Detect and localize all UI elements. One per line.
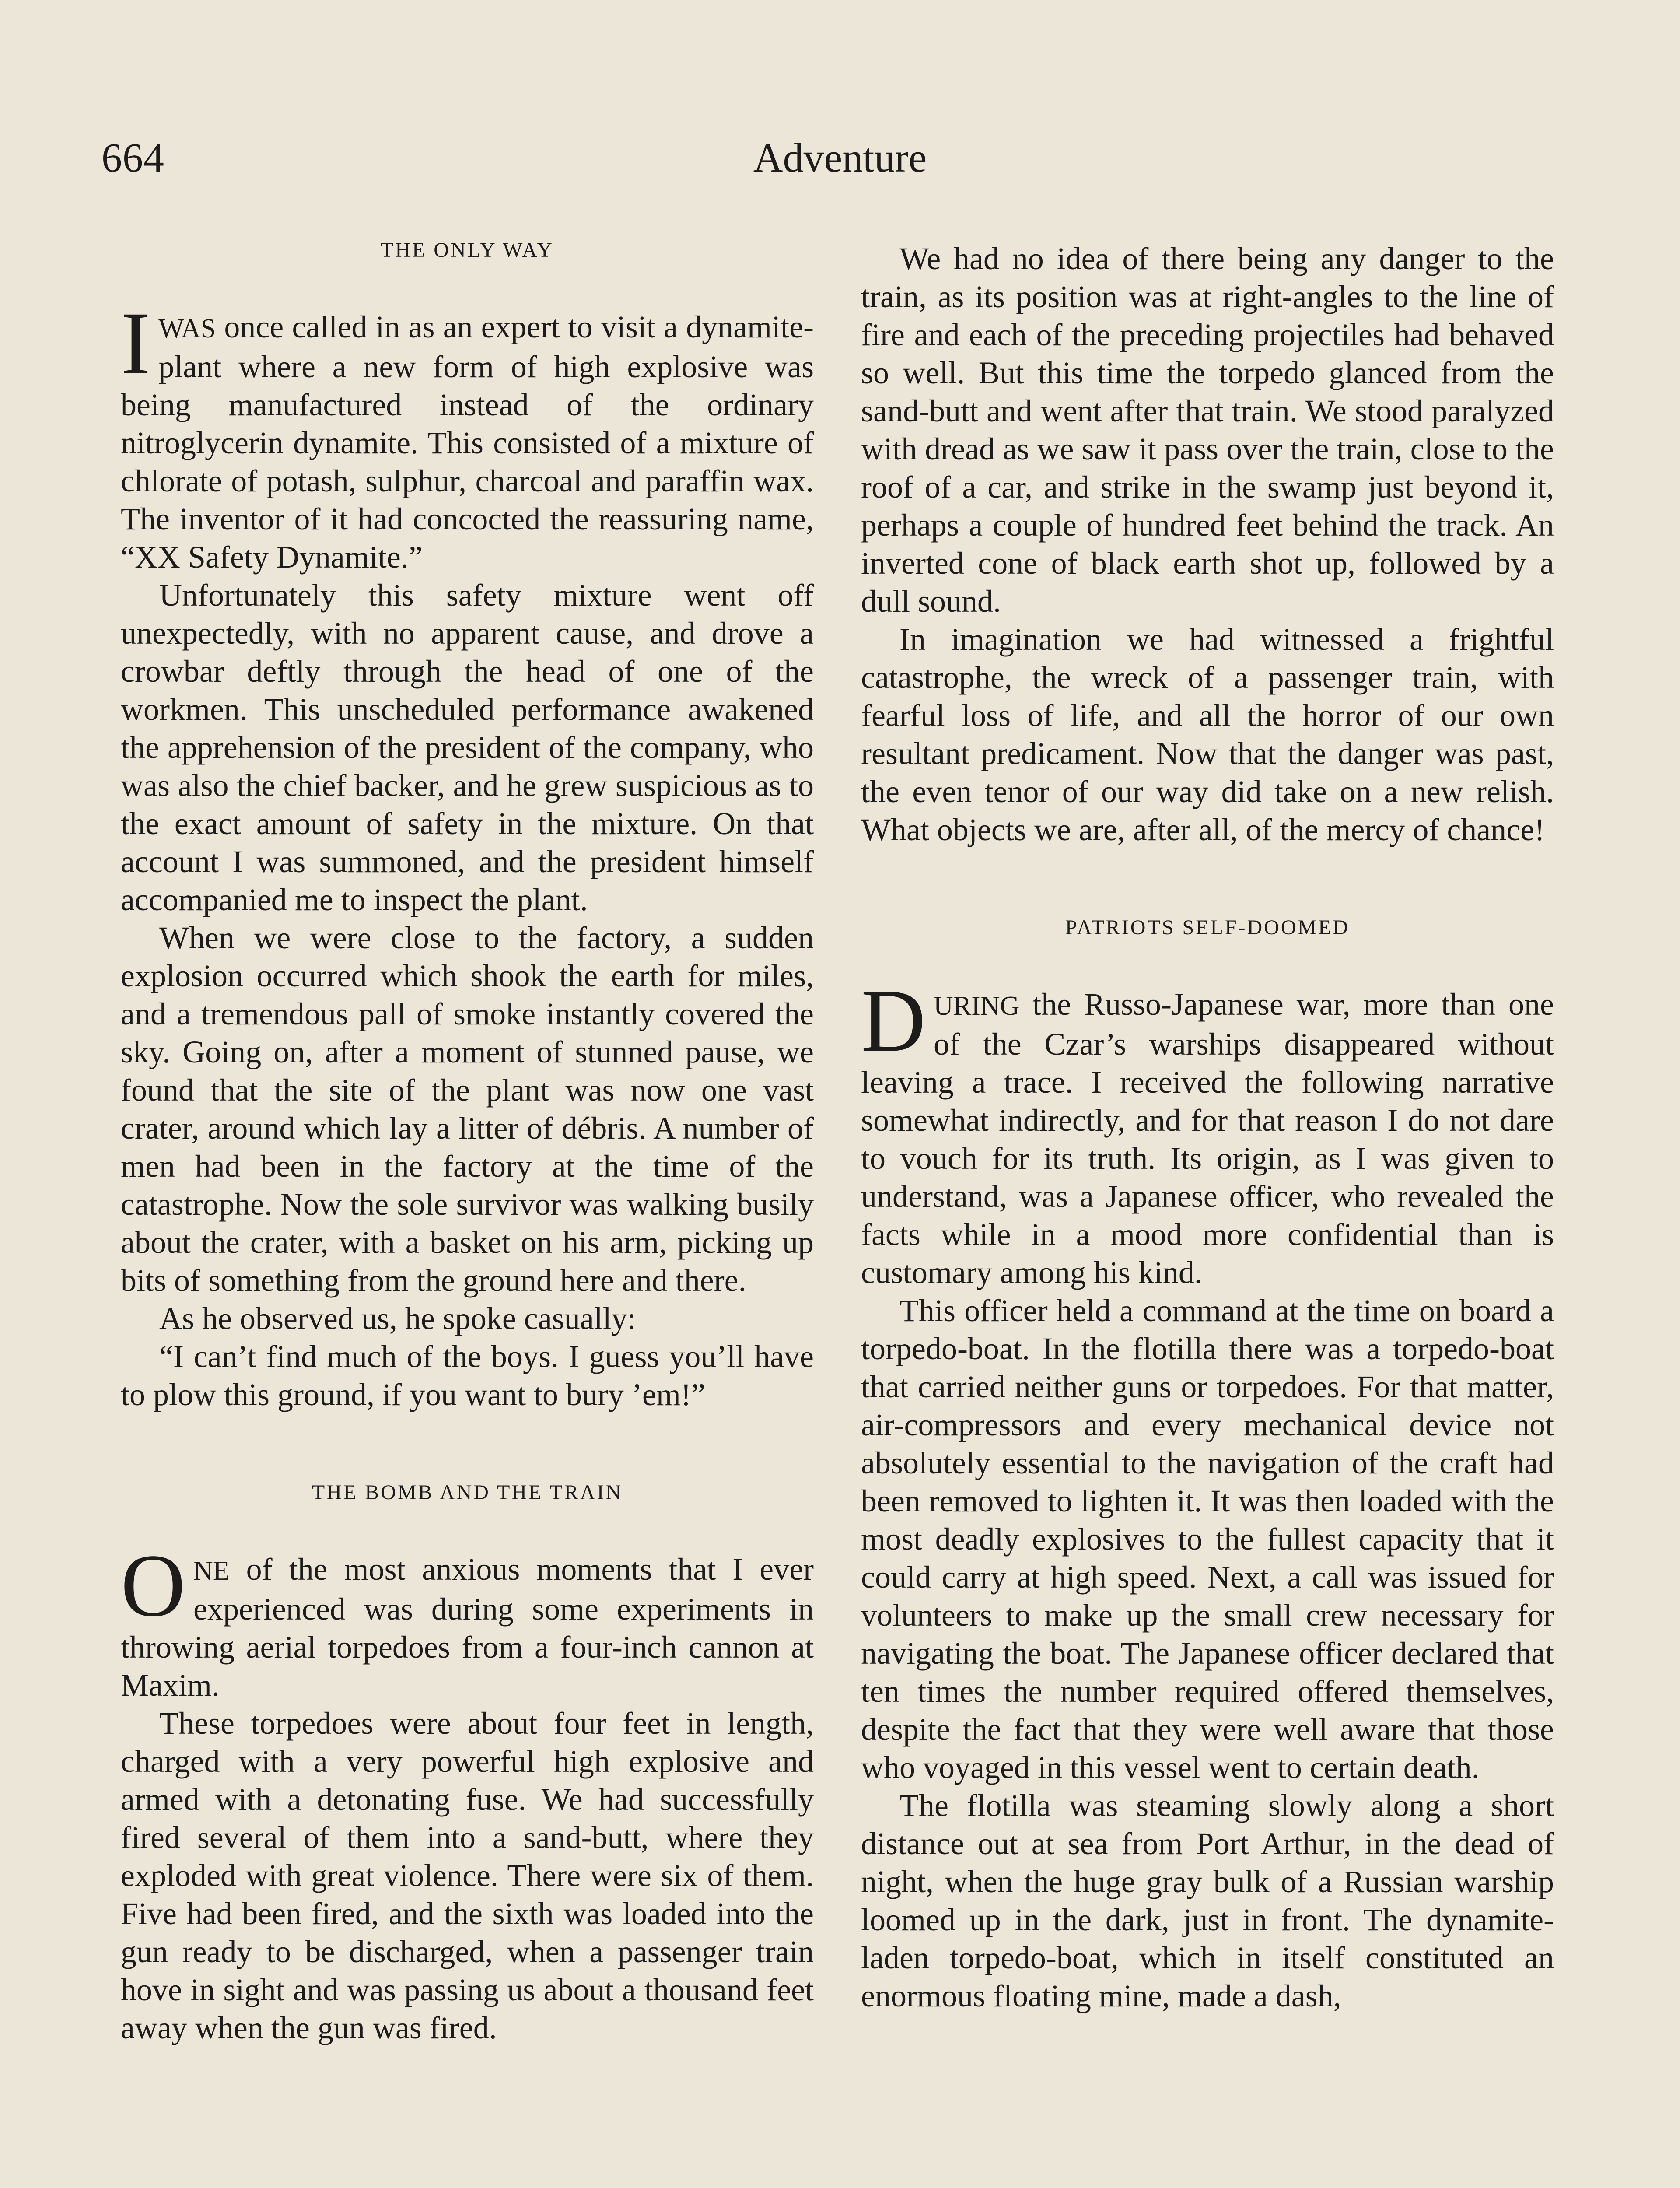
paragraph: This officer held a command at the time on board a torpedo-boat. In the flotilla there was a torpedo-boat that carried neither guns or torpedoes. For that matter, air-compressors and every mechanical device not absolutely essential to the navigation of the craft had been removed to lighten it. It was then loaded with the most deadly explosives to the fullest capacity that it could carry at high speed. Next, a call was issued for volunteers to make up the small crew necessary for navigating the boat. The Japanese officer declared that ten times the number required offered themselves, despite the fact that they were well aware that those who voyaged in this vessel went to certain death. <box>861 1293 1554 1785</box>
paragraph: We had no idea of there being any danger to the train, as its position was at right-angles to the line of fire and each of the preceding projectiles had behaved so well. But this time the torpedo glanced from the sand-butt and went after that train. We stood paralyzed with dread as we saw it pass over the train, close to the roof of a car, and strike in the swamp just beyond it, perhaps a couple of hundred feet behind the track. An inverted cone of black earth shot up, followed by a dull sound. <box>861 241 1554 619</box>
right-column <box>861 240 1554 2015</box>
running-head: Adventure <box>753 135 927 181</box>
paragraph: “I can’t find much of the boys. I guess you’ll have to plow this ground, if you want to bury ’em!” <box>121 1339 814 1412</box>
paragraph: When we were close to the factory, a sudden explosion occurred which shook the earth for miles, and a tremendous pall of smoke instantly covered the sky. Going on, after a moment of stunned pause, we found that the site of the plant was now one vast crater, around which lay a litter of débris. A number of men had been in the factory at the time of the catastrophe. Now the sole survivor was walking busily about the crater, with a basket on his arm, picking up bits of something from the ground here and there. <box>121 920 814 1298</box>
paragraph <box>121 294 814 576</box>
lead-caps: WAS <box>158 314 216 344</box>
paragraph: In imagination we had witnessed a frightful catastrophe, the wreck of a passenger train, with fearful loss of life, and all the horror of our own resultant predicament. Now that the danger was past, the even tenor of our way did take on a new relish. What objects we are, after all, of the mercy of chance! <box>861 622 1554 847</box>
section-title-patriots: PATRIOTS SELF-DOOMED <box>1065 916 1350 939</box>
section-title-bomb-train: THE BOMB AND THE TRAIN <box>312 1481 623 1504</box>
paragraph-text: the Russo-Japanese war, more than one of the Czar’s warships disappeared without leaving a trace. I received the following narrative somewhat indirectly, and for that reason I do not dare to vouch for its truth. Its origin, as I was given to understand, was a Japanese officer, who revealed the facts while in a mood more confidential than is customary among his kind. <box>861 987 1554 1290</box>
drop-cap: D <box>861 971 926 1070</box>
lead-caps: NE <box>193 1556 230 1586</box>
drop-cap: I <box>121 294 151 393</box>
paragraph-text: once called in as an expert to visit a dynamite-plant where a new form of high explosive was being manufactured instead of the ordinary nitroglycerin dynamite. This consisted of a mixture of chlorate of potash, sulphur, charcoal and paraffin wax. The inventor of it had concocted the reassuring name, “XX Safety Dynamite.” <box>121 309 814 575</box>
section-title-only-way: THE ONLY WAY <box>380 238 554 262</box>
left-column <box>121 240 814 2047</box>
paragraph: The flotilla was steaming slowly along a short distance out at sea from Port Arthur, in the dead of night, when the huge gray bulk of a Russian warship loomed up in the dark, just in front. The dynamite-laden torpedo-boat, which in itself constituted an enormous floating mine, made a dash, <box>861 1788 1554 2013</box>
paragraph-text: of the most anxious moments that I ever experienced was during some experiments in throwing aerial torpedoes from a four-inch cannon at Maxim. <box>121 1552 814 1703</box>
paragraph: As he observed us, he spoke casually: <box>159 1301 636 1336</box>
paragraph <box>121 1536 814 1704</box>
page-number: 664 <box>102 135 164 181</box>
paragraph: Unfortunately this safety mixture went off unexpectedly, with no apparent cause, and drove a crowbar deftly through the head of one of the workmen. This unscheduled performance awakened the apprehension of the president of the company, who was also the chief backer, and he grew suspicious as to the exact amount of safety in the mixture. On that account I was summoned, and the president himself accompanied me to inspect the plant. <box>121 578 814 917</box>
paragraph <box>861 971 1554 1292</box>
paragraph: These torpedoes were about four feet in length, charged with a very powerful high explosive and armed with a detonating fuse. We had successfully fired several of them into a sand-butt, where they exploded with great violence. There were six of them. Five had been fired, and the sixth was loaded into the gun ready to be discharged, when a passenger train hove in sight and was passing us about a thousand feet away when the gun was fired. <box>121 1706 814 2045</box>
lead-caps: URING <box>934 991 1020 1021</box>
drop-cap: O <box>121 1536 186 1635</box>
